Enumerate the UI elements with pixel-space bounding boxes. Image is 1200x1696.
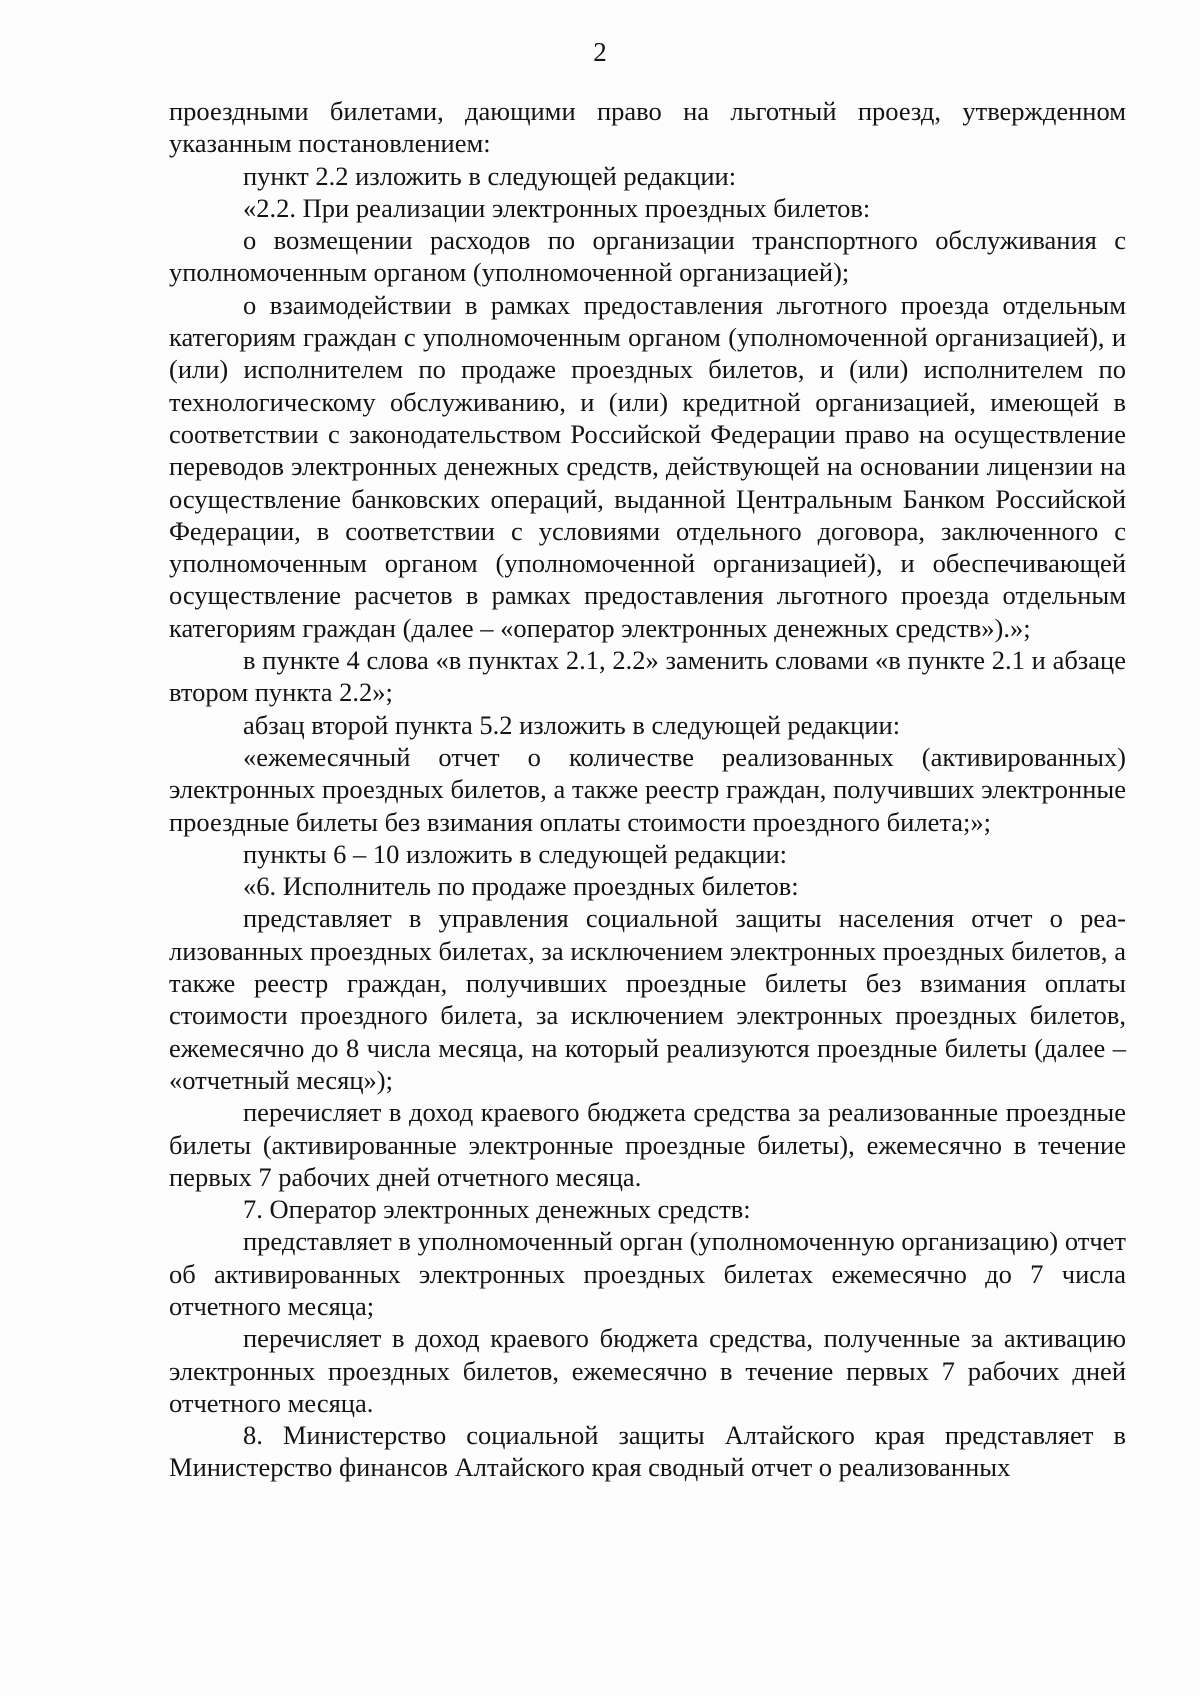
paragraph-8: «ежемесячный отчет о количестве реализованных (активированных) электронных проездных билетов, а также реестр граждан, получивших электронные проездные билеты без взимания оплаты стоимости проездного билета;»;: [169, 741, 1126, 837]
paragraph-16: 8. Министерство социальной защиты Алтайского края представляет в Министерство финансов Алтайского края сводный отчет о реализованных: [169, 1420, 1126, 1483]
paragraph-1: проездными билетами, дающими право на льготный проезд, утвержденном указанным постановлением:: [169, 96, 1126, 159]
paragraph-5: о взаимодействии в рамках предоставления льготного проезда отдельным категориям граждан с уполномоченным органом (уполномоченной организацией), и (или) исполнителем по продаже проездных билетов, и (или) исполнителем по технологическому обслуживанию, и (или) кредитной организацией, имеющей в соответствии с законодательством Российской Федерации право на осуществление переводов электронных денежных средств, действующей на основании лицензии на осуществление банковских операций, выданной Центральным Банком Российской Федерации, в соответствии с условиями отдельного договора, заключенного с уполномоченным органом (уполномоченной организацией), и обеспечивающей осуществление расчетов в рамках предоставления льготного проезда отдельным категориям граждан (далее – «оператор электронных денежных средств»).»;: [169, 289, 1126, 643]
paragraph-7: абзац второй пункта 5.2 изложить в следующей редакции:: [243, 709, 901, 740]
paragraph-12: перечисляет в доход краевого бюджета средства за реализованные проездные билеты (активированные электронные проездные билеты), ежемесячно в течение первых 7 рабочих дней отчетного месяца.: [169, 1097, 1126, 1192]
page-number: 2: [593, 37, 607, 67]
paragraph-15: перечисляет в доход краевого бюджета средства, полученные за активацию электронных проездных билетов, ежемесячно в течение первых 7 рабочих дней отчетного месяца.: [169, 1323, 1126, 1418]
paragraph-2: пункт 2.2 изложить в следующей редакции:: [243, 160, 737, 191]
document-body: [169, 95, 1126, 1484]
paragraph-14: представляет в уполномоченный орган (уполномоченную организацию) отчет об активированных электронных проездных билетах ежемесячно до 7 числа отчетного месяца;: [169, 1226, 1126, 1321]
paragraph-13: 7. Оператор электронных денежных средств:: [243, 1194, 751, 1225]
paragraph-9: пункты 6 – 10 изложить в следующей редакции:: [243, 838, 788, 869]
paragraph-11: представляет в управления социальной защиты населения отчет о реализованных проездных билетах, за исключением электронных проездных билетов, а также реестр граждан, получивших проездные билеты без взимания оплаты стоимости проездного билета, за исключением электронных проездных билетов, ежемесячно до 8 числа месяца, на который реализуются проездные билеты (далее – «отчетный месяц»);: [169, 903, 1126, 1095]
paragraph-3: «2.2. При реализации электронных проездных билетов:: [243, 192, 871, 223]
paragraph-4: о возмещении расходов по организации транспортного обслуживания с уполномоченным органом (уполномоченной организацией);: [169, 225, 1126, 288]
paragraph-6: в пункте 4 слова «в пунктах 2.1, 2.2» заменить словами «в пункте 2.1 и абзаце втором пункта 2.2»;: [169, 645, 1126, 708]
paragraph-10: «6. Исполнитель по продаже проездных билетов:: [243, 871, 799, 902]
